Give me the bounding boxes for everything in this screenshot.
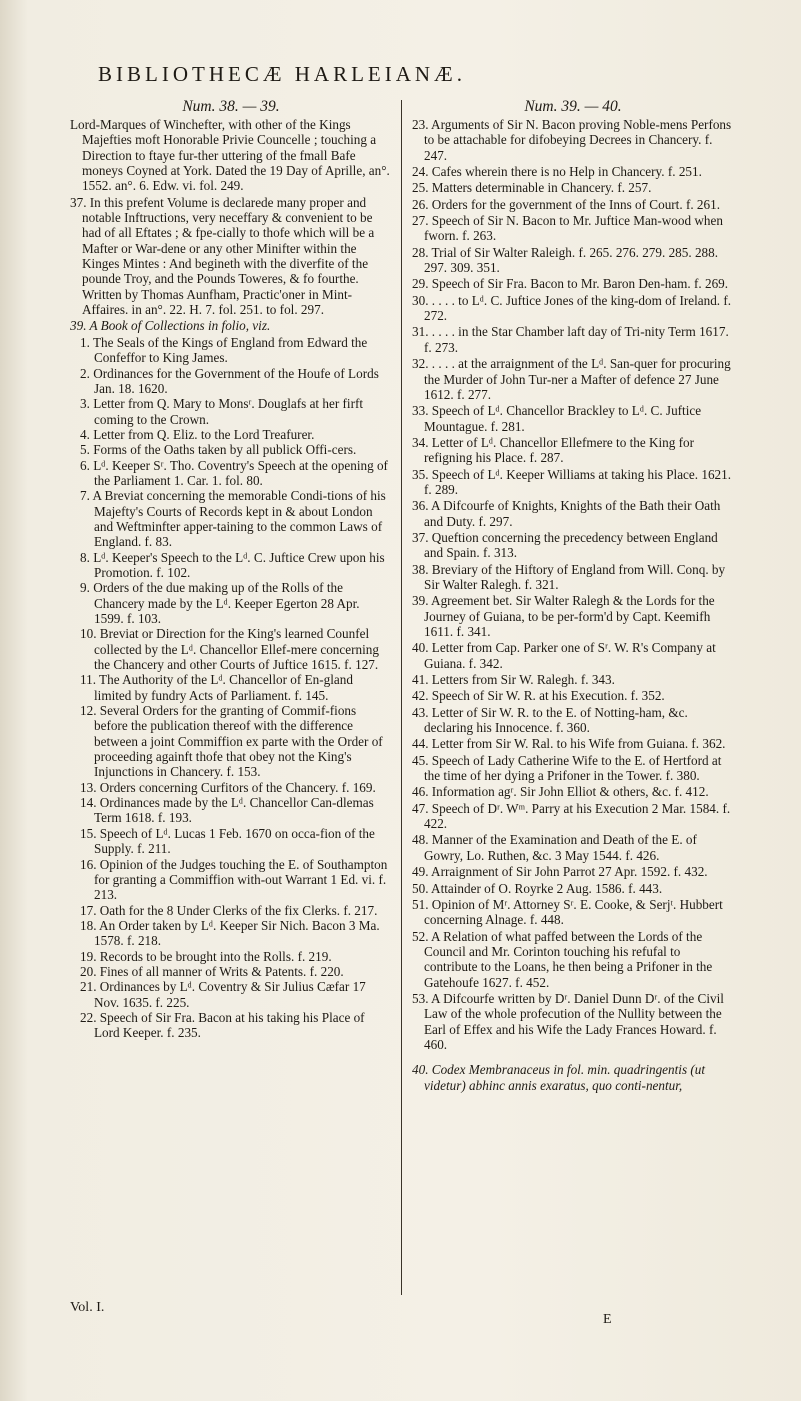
list-item: 39. Agreement bet. Sir Walter Ralegh & the Lords for the Journey of Guiana, to be per-form'd by Capt. Keemifh 1611. f. 341. bbox=[412, 593, 715, 639]
left-column bbox=[70, 98, 392, 1041]
column-divider bbox=[401, 100, 402, 1295]
list-item: 2. Ordinances for the Government of the Houfe of Lords Jan. 18. 1620. bbox=[80, 365, 379, 396]
signature-mark: E bbox=[603, 1312, 612, 1327]
list-item: 3. Letter from Q. Mary to Monsʳ. Douglafs at her firft coming to the Crown. bbox=[80, 396, 364, 427]
list-item: 53. A Difcourfe written by Dʳ. Daniel Dunn Dʳ. of the Civil Law of the whole profecution of the Nullity between the Earl of Effex and his Wife the Lady Frances Howard. f. 460. bbox=[412, 990, 724, 1052]
list-item: 32. . . . . at the arraignment of the Lᵈ. San-quer for procuring the Murder of John Tur-ner a Mafter of defence 27 June 1612. f. 277. bbox=[412, 356, 731, 402]
list-item: 30. . . . . to Lᵈ. C. Juftice Jones of the king-dom of Ireland. f. 272. bbox=[412, 292, 732, 324]
list-item: 39. A Book of Collections in folio, viz. bbox=[70, 318, 271, 334]
list-item: 26. Orders for the government of the Inns of Court. f. 261. bbox=[412, 196, 721, 212]
list-item: 42. Speech of Sir W. R. at his Execution. f. 352. bbox=[412, 688, 665, 704]
list-item: 28. Trial of Sir Walter Raleigh. f. 265. 276. 279. 285. 288. 297. 309. 351. bbox=[412, 244, 719, 276]
list-item: 41. Letters from Sir W. Ralegh. f. 343. bbox=[412, 672, 615, 688]
list-item: 13. Orders concerning Curfitors of the Chancery. f. 169. bbox=[80, 779, 376, 795]
volume-footer: Vol. I. bbox=[70, 1300, 105, 1315]
list-item: 40. Letter from Cap. Parker one of Sʳ. W. R's Company at Guiana. f. 342. bbox=[412, 640, 716, 671]
list-item: 33. Speech of Lᵈ. Chancellor Brackley to Lᵈ. C. Juftice Mountague. f. 281. bbox=[412, 403, 702, 434]
list-item: 22. Speech of Sir Fra. Bacon at his taking his Place of Lord Keeper. f. 235. bbox=[80, 1009, 365, 1041]
list-item: 1. The Seals of the Kings of England from Edward the Confeffor to King James. bbox=[80, 334, 368, 366]
right-num-heading: Num. 39. — 40. bbox=[524, 98, 622, 115]
list-item: 5. Forms of the Oaths taken by all publick Offi-cers. bbox=[80, 442, 357, 458]
list-item: 43. Letter of Sir W. R. to the E. of Notting-ham, &c. declaring his Innocence. f. 360. bbox=[412, 704, 688, 736]
list-item: 37. In this prefent Volume is declarede many proper and notable Inftructions, very neceffary & convenient to be had of all Eftates ; & fpe-cially to thofe which will be a Mafter or War-dene or any other Minifter within the Kinges Mintes : And begineth with the diverfite of the pounde Troy, and the Pounds Toweres, & fo fourthe. Written by Thomas Aunfham, Practic'oner in Mint-Affaires. in an°. 22. H. 7. fol. 251. to fol. 297. bbox=[70, 194, 375, 318]
list-item: 52. A Relation of what paffed between the Lords of the Council and Mr. Corinton touching his refufal to contribute to the Loans, he then being a Prifoner in the Gatehoufe 1627. f. 452. bbox=[412, 928, 713, 990]
list-item: 21. Ordinances by Lᵈ. Coventry & Sir Julius Cæfar 17 Nov. 1635. f. 225. bbox=[80, 979, 366, 1010]
list-item: 35. Speech of Lᵈ. Keeper Williams at taking his Place. 1621. f. 289. bbox=[412, 466, 732, 497]
list-item: 34. Letter of Lᵈ. Chancellor Ellefmere to the King for refigning his Place. f. 287. bbox=[412, 434, 695, 466]
list-item: 51. Opinion of Mʳ. Attorney Sʳ. E. Cooke, & Serjᵗ. Hubbert concerning Alnage. f. 448. bbox=[412, 896, 723, 928]
list-item: 23. Arguments of Sir N. Bacon proving Noble-mens Perfons to be attachable for difobeying Decrees in Chancery. f. 247. bbox=[412, 117, 732, 163]
right-entry-list bbox=[412, 117, 734, 1093]
list-item: 46. Information agʳ. Sir John Elliot & others, &c. f. 412. bbox=[412, 784, 709, 800]
left-entry-list bbox=[70, 117, 392, 1041]
list-item: 38. Breviary of the Hiftory of England from Will. Conq. by Sir Walter Ralegh. f. 321. bbox=[412, 561, 726, 592]
right-column bbox=[412, 98, 734, 1094]
list-item: 10. Breviat or Direction for the King's learned Counfel collected by the Lᵈ. Chancellor Ellef-mere concerning the Chancery and other Courts of Juftice 1615. f. 127. bbox=[80, 626, 379, 673]
list-item: 25. Matters determinable in Chancery. f. 257. bbox=[412, 180, 652, 196]
list-item: 9. Orders of the due making up of the Rolls of the Chancery made by the Lᵈ. Keeper Egerton 28 Apr. 1599. f. 103. bbox=[80, 580, 360, 626]
list-item: 16. Opinion of the Judges touching the E. of Southampton for granting a Commiffion with-out Warrant 1 Ed. vi. f. 213. bbox=[80, 856, 388, 903]
list-item: Lord-Marques of Winchefter, with other of the Kings Majefties moft Honorable Privie Councelle ; touching a Direction to ftaye fur-ther uttering of the fmall Bafe moneys Coyned at York. Dated the 19 Day of Aprille, an°. 1552. an°. 6. Edw. vi. fol. 249. bbox=[70, 117, 390, 194]
list-item: 20. Fines of all manner of Writs & Patents. f. 220. bbox=[80, 963, 344, 979]
list-item: 11. The Authority of the Lᵈ. Chancellor of En-gland limited by fundry Acts of Parliament. f. 145. bbox=[80, 672, 353, 703]
list-item: 18. An Order taken by Lᵈ. Keeper Sir Nich. Bacon 3 Ma. 1578. f. 218. bbox=[80, 917, 380, 949]
list-item: 19. Records to be brought into the Rolls. f. 219. bbox=[80, 948, 332, 964]
list-item: 47. Speech of Dʳ. Wᵐ. Parry at his Execution 2 Mar. 1584. f. 422. bbox=[412, 800, 731, 832]
list-item: 24. Cafes wherein there is no Help in Chancery. f. 251. bbox=[412, 164, 702, 180]
left-num-heading: Num. 38. — 39. bbox=[182, 98, 280, 115]
list-item: 36. A Difcourfe of Knights, Knights of the Bath their Oath and Duty. f. 297. bbox=[412, 498, 721, 529]
list-item: 4. Letter from Q. Eliz. to the Lord Treafurer. bbox=[80, 426, 315, 442]
list-item: 31. . . . . in the Star Chamber laft day of Tri-nity Term 1617. f. 273. bbox=[412, 324, 729, 355]
list-item: 8. Lᵈ. Keeper's Speech to the Lᵈ. C. Juftice Crew upon his Promotion. f. 102. bbox=[80, 549, 385, 580]
list-item: 50. Attainder of O. Royrke 2 Aug. 1586. f. 443. bbox=[412, 880, 663, 896]
list-item: 48. Manner of the Examination and Death of the E. of Gowry, Lo. Ruthen, &c. 3 May 1544. f. 426. bbox=[412, 832, 697, 863]
list-item: 29. Speech of Sir Fra. Bacon to Mr. Baron Den-ham. f. 269. bbox=[412, 276, 729, 292]
list-item: 49. Arraignment of Sir John Parrot 27 Apr. 1592. f. 432. bbox=[412, 864, 708, 880]
list-item: 14. Ordinances made by the Lᵈ. Chancellor Can-dlemas Term 1618. f. 193. bbox=[80, 795, 374, 826]
list-item: 27. Speech of Sir N. Bacon to Mr. Juftice Man-wood when fworn. f. 263. bbox=[412, 213, 723, 244]
list-item: 44. Letter from Sir W. Ral. to his Wife from Guiana. f. 362. bbox=[412, 736, 726, 752]
list-item: 6. Lᵈ. Keeper Sʳ. Tho. Coventry's Speech at the opening of the Parliament 1. Car. 1. fol. 80. bbox=[80, 457, 388, 488]
list-item: 17. Oath for the 8 Under Clerks of the fix Clerks. f. 217. bbox=[80, 902, 378, 918]
running-head: BIBLIOTHECÆ HARLEIANÆ. bbox=[98, 62, 466, 86]
list-item: 7. A Breviat concerning the memorable Condi-tions of his Majefty's Courts of Records kept in & about London and Weftminfter apper-taining to the common Laws of England. f. 83. bbox=[80, 488, 386, 550]
list-item: 15. Speech of Lᵈ. Lucas 1 Feb. 1670 on occa-fion of the Supply. f. 211. bbox=[80, 825, 375, 857]
list-item: 12. Several Orders for the granting of Commif-fions before the publication thereof with the difference between a joint Commiffion ex parte with the Order of proceeding againft thofe that obey not the King's Injunctions in Chancery. f. 153. bbox=[80, 703, 383, 780]
list-item: 40. Codex Membranaceus in fol. min. quadringentis (ut videtur) abhinc annis exaratus, quo conti-nentur, bbox=[412, 1062, 706, 1093]
list-item: 45. Speech of Lady Catherine Wife to the E. of Hertford at the time of her dying a Prifoner in the Tower. f. 380. bbox=[412, 752, 722, 784]
list-item: 37. Queftion concerning the precedency between England and Spain. f. 313. bbox=[412, 529, 718, 561]
